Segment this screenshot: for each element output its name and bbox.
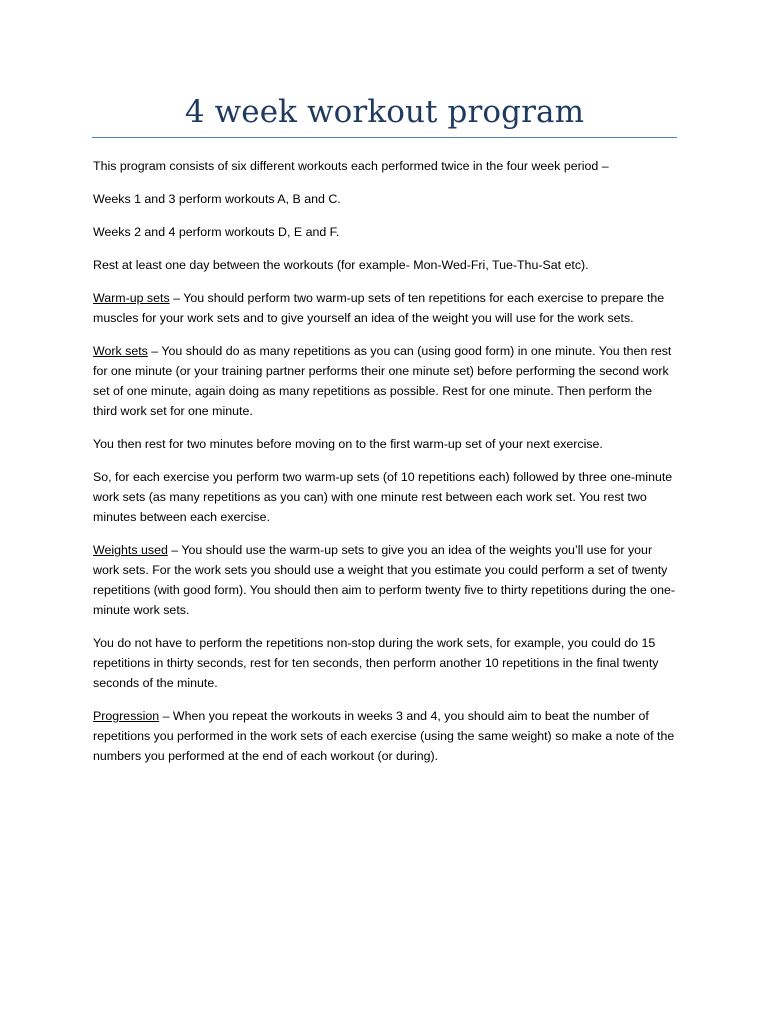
paragraph-text: This program consists of six different workouts each performed twice in the four week period – [93, 159, 609, 173]
paragraph-weights-used [93, 540, 678, 620]
title-underline-rule [92, 137, 677, 138]
paragraph-summary [93, 467, 678, 527]
paragraph-warm-up-sets [93, 288, 678, 328]
paragraph-text: Weeks 1 and 3 perform workouts A, B and C. [93, 192, 341, 206]
term-work-sets: Work sets [93, 344, 148, 358]
paragraph-text: You do not have to perform the repetitions non-stop during the work sets, for example, you could do 15 repetitions in thirty seconds, rest for ten seconds, then perform another 10 repetitions in the final twenty seconds of the minute. [93, 636, 659, 690]
paragraph-text: – When you repeat the workouts in weeks 3 and 4, you should aim to beat the number of repetitions you performed in the work sets of each exercise (using the same weight) so make a note of the numbers you performed at the end of each workout (or during). [93, 709, 675, 763]
paragraph-non-stop [93, 633, 678, 693]
paragraph-intro [93, 156, 678, 176]
paragraph-rest-between-exercises [93, 434, 678, 454]
paragraph-text: You then rest for two minutes before moving on to the first warm-up set of your next exercise. [93, 437, 603, 451]
document-title: 4 week workout program [184, 94, 585, 130]
paragraph-text: – You should use the warm-up sets to give you an idea of the weights you’ll use for your work sets. For the work sets you should use a weight that you estimate you could perform a set of twenty repetitions (with good form). You should then aim to perform twenty five to thirty repetitions during the one-minute work sets. [93, 543, 675, 617]
paragraph-text: Rest at least one day between the workouts (for example- Mon-Wed-Fri, Tue-Thu-Sat etc). [93, 258, 589, 272]
paragraph-text: Weeks 2 and 4 perform workouts D, E and F. [93, 225, 340, 239]
term-progression: Progression [93, 709, 160, 723]
paragraph-text: – You should do as many repetitions as you can (using good form) in one minute. You then rest for one minute (or your training partner performs their one minute set) before performing the second work set of one minute, again doing as many repetitions as possible. Rest for one minute. Then perform the third work set for one minute. [93, 344, 672, 418]
paragraph-weeks-2-4 [93, 222, 678, 242]
term-weights-used: Weights used [93, 543, 168, 557]
term-warm-up-sets: Warm-up sets [93, 291, 170, 305]
paragraph-text: – You should perform two warm-up sets of ten repetitions for each exercise to prepare the muscles for your work sets and to give yourself an idea of the weight you will use for the work sets. [93, 291, 665, 325]
document-body [93, 156, 678, 779]
paragraph-progression [93, 706, 678, 766]
paragraph-work-sets [93, 341, 678, 421]
paragraph-weeks-1-3 [93, 189, 678, 209]
paragraph-rest-days [93, 255, 678, 275]
paragraph-text: So, for each exercise you perform two warm-up sets (of 10 repetitions each) followed by three one-minute work sets (as many repetitions as you can) with one minute rest between each work set. You rest two minutes between each exercise. [93, 470, 673, 524]
